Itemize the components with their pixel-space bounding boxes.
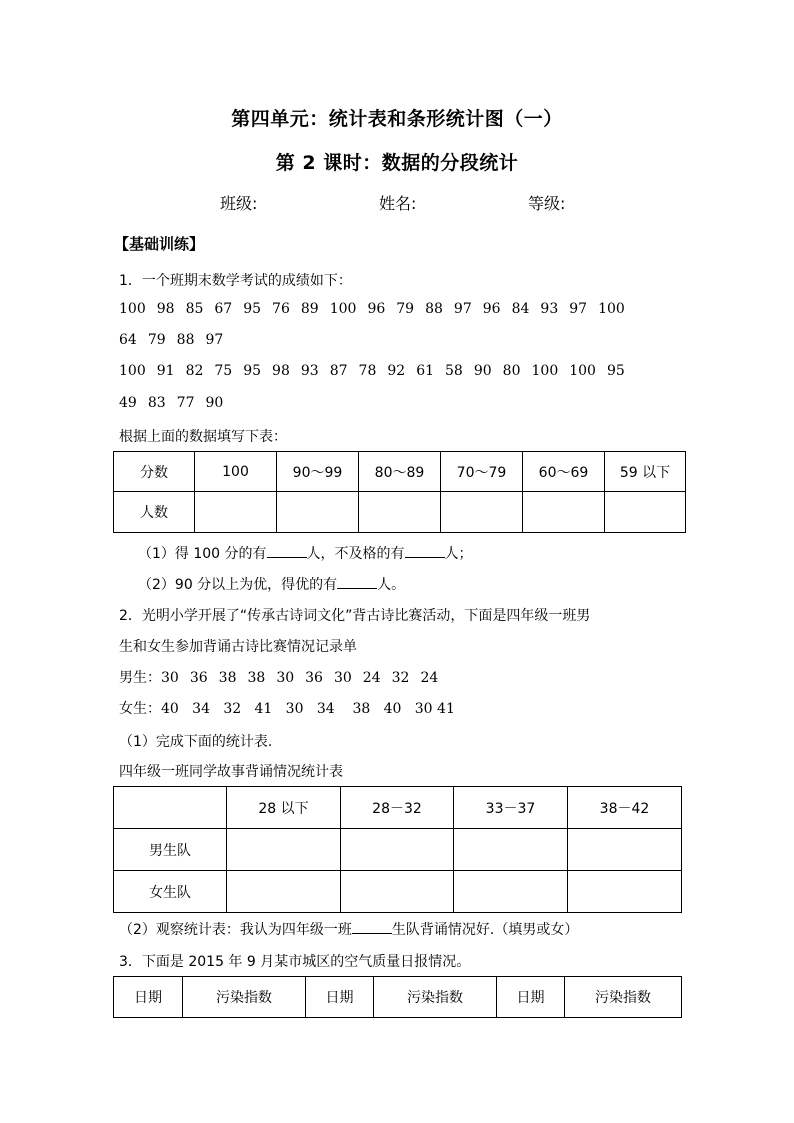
score-value: 100 [119, 301, 146, 317]
score-value: 38 [218, 670, 237, 686]
score-value: 30 [161, 670, 179, 686]
date-header: 日期 [497, 977, 565, 1018]
recitation-cell[interactable] [341, 871, 454, 913]
count-cell[interactable] [195, 492, 277, 533]
recitation-header-blank [114, 787, 227, 829]
q1-sub2 [138, 574, 405, 594]
score-value: 36 [305, 670, 323, 686]
score-value: 84 [511, 301, 530, 317]
q1-scores-row2 [119, 332, 234, 348]
answer-blank[interactable] [337, 574, 377, 589]
score-value: 36 [189, 670, 208, 686]
recitation-header-38-42: 38－42 [568, 787, 682, 829]
score-value: 75 [214, 363, 233, 379]
score-value: 89 [300, 301, 319, 317]
score-value: 83 [147, 395, 166, 411]
score-value: 100 [569, 363, 596, 379]
recitation-cell[interactable] [227, 829, 341, 871]
q1-scores-row3 [119, 363, 636, 379]
count-cell[interactable] [277, 492, 359, 533]
score-value: 24 [420, 670, 439, 686]
date-header: 日期 [306, 977, 374, 1018]
pollution-index-header: 污染指数 [183, 977, 306, 1018]
recitation-cell[interactable] [454, 871, 568, 913]
q2-boys [119, 667, 449, 687]
score-table [113, 451, 686, 533]
score-value: 79 [147, 332, 166, 348]
score-value: 92 [387, 363, 406, 379]
score-value: 30 [276, 670, 295, 686]
recitation-table [113, 786, 682, 913]
score-value: 95 [243, 363, 262, 379]
score-value: 64 [119, 332, 137, 348]
count-cell[interactable] [605, 492, 686, 533]
score-value: 79 [396, 301, 415, 317]
q2-table-title: 四年级一班同学故事背诵情况统计表 [119, 764, 343, 780]
q2-sub2 [119, 919, 578, 939]
score-value: 78 [358, 363, 377, 379]
answer-blank[interactable] [405, 543, 445, 558]
recitation-header-33-37: 33－37 [454, 787, 568, 829]
score-value: 96 [367, 301, 386, 317]
q1-sub1-text-b: 人，不及格的有 [306, 546, 405, 562]
score-header-70-79: 70～79 [441, 452, 523, 492]
q1-sub1-text-c: 人； [444, 546, 473, 562]
girls-label: 女生： [119, 701, 161, 717]
section-heading: 【基础训练】 [114, 235, 205, 253]
score-value: 98 [156, 301, 175, 317]
score-value: 88 [176, 332, 195, 348]
q1-scores-row4 [119, 395, 234, 411]
recitation-cell[interactable] [341, 829, 454, 871]
q1-sub1 [138, 543, 473, 563]
score-value: 97 [569, 301, 588, 317]
q1-scores-row1 [119, 301, 636, 317]
air-quality-table [113, 976, 682, 1018]
score-value: 49 [119, 395, 137, 411]
score-value: 61 [416, 363, 435, 379]
q2-stem-line1: 2．光明小学开展了“传承古诗词文化”背古诗比赛活动，下面是四年级一班男 [119, 608, 591, 624]
name-label: 姓名: [379, 194, 417, 213]
girls-scores: 40 34 32 41 30 34 38 40 30 41 [161, 701, 455, 717]
score-value: 67 [214, 301, 233, 317]
score-value: 32 [391, 670, 410, 686]
score-header-below-59: 59 以下 [605, 452, 686, 492]
count-cell[interactable] [523, 492, 605, 533]
score-value: 100 [329, 301, 357, 317]
count-cell[interactable] [359, 492, 441, 533]
class-label: 班级: [220, 194, 258, 213]
score-value: 93 [300, 363, 319, 379]
score-value: 88 [425, 301, 443, 317]
score-value: 80 [502, 363, 521, 379]
score-value: 96 [482, 301, 501, 317]
score-value: 100 [598, 301, 625, 317]
pollution-index-header: 污染指数 [374, 977, 497, 1018]
score-value: 30 [333, 670, 352, 686]
score-value: 90 [205, 395, 224, 411]
q1-instruction: 根据上面的数据填写下表： [119, 429, 287, 445]
score-value: 97 [205, 332, 224, 348]
count-row-label: 人数 [114, 492, 195, 533]
grade-label: 等级: [528, 194, 566, 213]
q3-stem: 3．下面是 2015 年 9 月某市城区的空气质量日报情况。 [119, 954, 471, 970]
score-value: 58 [445, 363, 463, 379]
girls-team-label: 女生队 [114, 871, 227, 913]
score-value: 85 [185, 301, 204, 317]
score-value: 82 [185, 363, 204, 379]
q1-sub1-text-a: （1）得 100 分的有 [138, 546, 267, 562]
score-header-label: 分数 [114, 452, 195, 492]
recitation-cell[interactable] [568, 871, 682, 913]
score-value: 98 [272, 363, 290, 379]
q1-sub2-text-a: （2）90 分以上为优，得优的有 [138, 577, 338, 593]
q2-stem-line2: 生和女生参加背诵古诗比赛情况记录单 [119, 639, 357, 655]
date-header: 日期 [114, 977, 183, 1018]
recitation-cell[interactable] [454, 829, 568, 871]
recitation-header-below-28: 28 以下 [227, 787, 341, 829]
score-value: 97 [453, 301, 472, 317]
score-value: 91 [156, 363, 175, 379]
score-value: 95 [243, 301, 262, 317]
score-value: 100 [119, 363, 146, 379]
answer-blank[interactable] [267, 543, 307, 558]
score-value: 95 [606, 363, 625, 379]
score-header-90-99: 90～99 [277, 452, 359, 492]
count-cell[interactable] [441, 492, 523, 533]
score-header-100: 100 [195, 452, 277, 492]
page-title: 第四单元：统计表和条形统计图（一） [231, 108, 563, 130]
q2-sub1: （1）完成下面的统计表. [119, 734, 273, 750]
pollution-index-header: 污染指数 [565, 977, 682, 1018]
score-value: 93 [540, 301, 559, 317]
score-value: 100 [531, 363, 559, 379]
score-value: 24 [362, 670, 381, 686]
q1-sub2-text-b: 人。 [377, 577, 406, 593]
q2-sub2-text-a: （2）观察统计表：我认为四年级一班 [119, 922, 352, 938]
score-value: 77 [176, 395, 195, 411]
boys-label: 男生： [119, 670, 161, 686]
recitation-header-28-32: 28－32 [341, 787, 454, 829]
boys-team-label: 男生队 [114, 829, 227, 871]
score-header-60-69: 60～69 [523, 452, 605, 492]
q1-stem: 1．一个班期末数学考试的成绩如下： [119, 273, 352, 289]
score-header-80-89: 80～89 [359, 452, 441, 492]
q2-girls [119, 698, 455, 718]
answer-blank[interactable] [352, 919, 392, 934]
recitation-cell[interactable] [227, 871, 341, 913]
score-value: 76 [272, 301, 290, 317]
page-subtitle: 第 2 课时：数据的分段统计 [275, 152, 519, 174]
q2-sub2-text-b: 生队背诵情况好.（填男或女） [391, 922, 579, 938]
score-value: 87 [329, 363, 348, 379]
recitation-cell[interactable] [568, 829, 682, 871]
score-value: 90 [473, 363, 492, 379]
score-value: 38 [247, 670, 266, 686]
